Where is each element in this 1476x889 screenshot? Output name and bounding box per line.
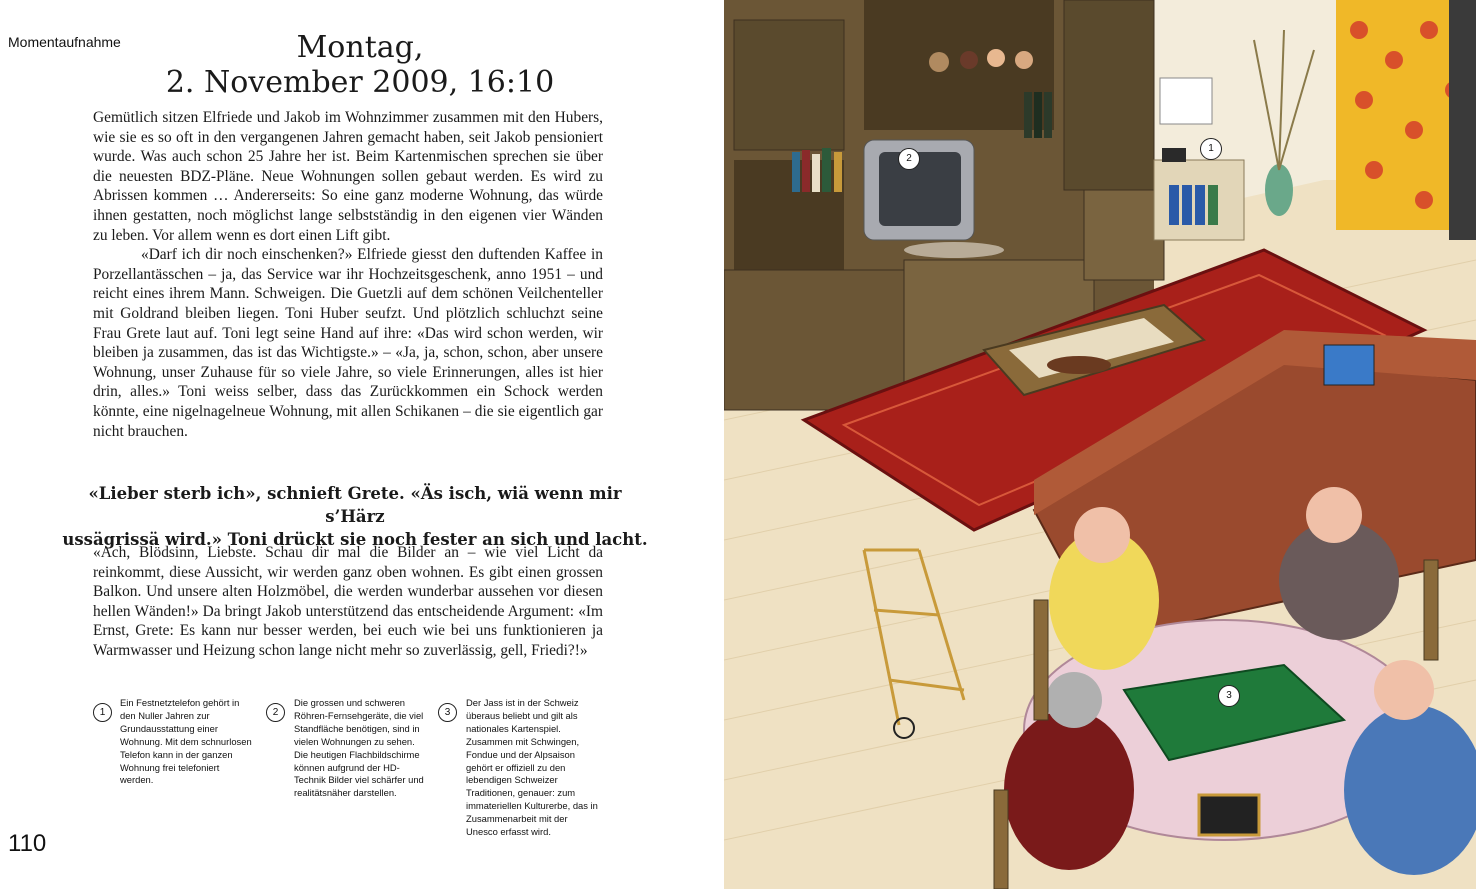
- note-number-1: 1: [93, 703, 112, 722]
- section-label: Momentaufnahme: [8, 34, 121, 50]
- player-red-sweater: [1004, 710, 1134, 870]
- tv-screen: [879, 152, 961, 226]
- marker-1: 1: [1200, 138, 1222, 160]
- footnote-1: Ein Festnetztelefon gehört in den Nuller Jahren zur Grundausstattung einer Wohnung. Mit dem schnurlosen Telefon kann in der ganzen Wohnung frei telefoniert werden.: [120, 697, 252, 786]
- pull-quote-line-2: ussägrissä wird.» Toni drückt sie noch fester an sich und lacht.: [62, 530, 648, 549]
- living-room-illustration: [724, 0, 1476, 889]
- pull-quote: [60, 482, 650, 551]
- text-page: [0, 0, 724, 889]
- illustration-svg: [724, 0, 1476, 889]
- footnote-3: Der Jass ist in der Schweiz überaus beliebt und gilt als nationales Kartenspiel. Zusammen mit Schwingen, Fondue und der Alpsaison gehört er offiziell zu den lebendigen Schweizer Traditionen, genauer: zum immateriellen Kulturerbe, das in Zusammenarbeit mit der Unesco erfasst wird.: [466, 697, 598, 838]
- paragraph-3: «Ach, Blödsinn, Liebste. Schau dir mal die Bilder an – wie viel Licht da reinkommt, diese Aussicht, wir werden ganz oben wohnen. Es gibt einen grossen Balkon. Und unsere alten Holzmöbel, die werden wunderbar aussehen vor diesen hellen Wänden!» Da bringt Jakob unterstützend das entscheidende Argument: «Im Ernst, Grete: Es kann nur besser werden, bei euch wie bei uns funktionieren ja Warmwasser und Heizung schon lange nicht mehr so zuverlässig, gell, Friedi?!»: [93, 544, 603, 659]
- title-line-1: Montag,: [296, 30, 424, 65]
- footnote-2: Die grossen und schweren Röhren-Fernsehgeräte, die viel Standfläche benötigen, sind in vielen Wohnungen zu sehen. Die heutigen Flachbildschirme können aufgrund der HD-Technik Bilder viel schärfer und realitätsnäher darstellen.: [294, 697, 424, 799]
- glass-cabinet: [1064, 0, 1154, 190]
- page-number: 110: [8, 830, 47, 857]
- story-text-upper: [93, 108, 603, 441]
- cushion: [1324, 345, 1374, 385]
- drawers: [1084, 190, 1164, 280]
- telephone: [1162, 148, 1186, 162]
- story-text-lower: [93, 543, 603, 661]
- title-line-2: 2. November 2009, 16:10: [165, 65, 555, 100]
- marker-2: 2: [898, 148, 920, 170]
- note-number-2: 2: [266, 703, 285, 722]
- paragraph-2: «Darf ich dir noch einschenken?» Elfriede giesst den duftenden Kaffee in Porzellantässchen – ja, das Service war ihr Hochzeitsgeschenk, anno 1951 – und reicht eines ihrem Mann. Schweigen. Die Guetzli auf dem schönen Veilchenteller mit Goldrand bleiben liegen. Toni Huber seufzt. Und plötzlich schluchzt seine Frau Grete laut auf. Toni legt seine Hand auf ihre: «Das wird schon werden, wir bleiben ja zusammen, das ist das Wichtigste.» – «Ja, ja, schon, schon, aber unsere Wohnung, unser Zuhause für so viele Jahre, so viele Erinnerungen, alles ist hier drin, alles.» Toni weiss selber, dass das Zurückkommen ein Schock werden könnte, eine nigelnagelneue Wohnung, mit allen Schikanen – die sie eigentlich gar nicht brauchen.: [93, 246, 603, 440]
- lower-cabinet-left: [724, 270, 904, 410]
- pull-quote-line-1: «Lieber sterb ich», schnieft Grete. «Äs isch, wiä wenn mir s’Härz: [88, 484, 622, 526]
- cabinet-door-left: [734, 20, 844, 150]
- wall-picture: [1160, 78, 1212, 124]
- fruit-bowl: [1047, 356, 1111, 374]
- marker-3: 3: [1218, 685, 1240, 707]
- tv-doily: [904, 242, 1004, 258]
- vase: [1265, 164, 1293, 216]
- chalk-slate: [1199, 795, 1259, 835]
- note-number-3: 3: [438, 703, 457, 722]
- window-curtain-dark: [1449, 0, 1476, 240]
- paragraph-1: Gemütlich sitzen Elfriede und Jakob im Wohnzimmer zusammen mit den Hubers, wie sie es so oft in den vergangenen Jahren gemacht haben, seit Jakob pensioniert wurde. Was auch schon 25 Jahre her ist. Beim Kartenmischen sprechen sie über die neuesten BDZ-Pläne. Neue Wohnungen sollen gebaut werden. Es wird zu Abrissen kommen … Andererseits: So eine ganz moderne Wohnung, das würde ihnen gestatten, noch möglichst lange selbstständig in den eigenen vier Wänden zu leben. Vor allem wenn es dort einen Lift gibt.: [93, 109, 603, 244]
- page-title: [100, 30, 620, 100]
